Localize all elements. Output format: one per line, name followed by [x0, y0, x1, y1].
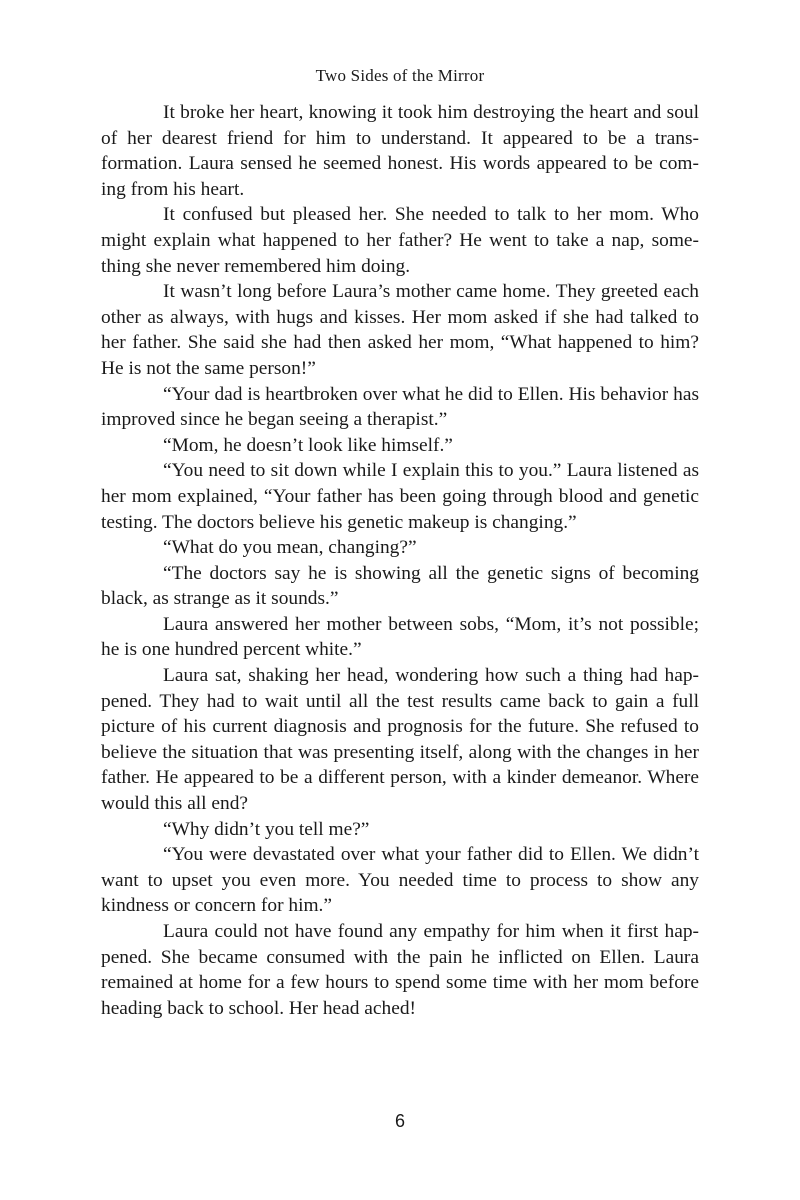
running-title: Two Sides of the Mirror [315, 66, 485, 85]
paragraph: Laura sat, shaking her head, wondering how such a thing had happened. They had to wait until all the test results came back to gain a full picture of his current diagnosis and prognosis for the future. She refused to believe the situation that was presenting itself, along with the changes in her father. He appeared to be a different person, with a kinder demeanor. Where would this all end? [101, 665, 699, 815]
paragraph: “Mom, he doesn’t look like himself.” [163, 434, 453, 456]
body-text [101, 100, 699, 1021]
paragraph: It wasn’t long before Laura’s mother came home. They greeted each other as always, with hugs and kisses. Her mom asked if she had talked to her father. She said she had then asked her mom, “What happened to him? He is not the same person!” [101, 281, 699, 379]
paragraph: “You need to sit down while I explain this to you.” Laura listened as her mom explained, “Your father has been going through blood and genetic testing. The doctors believe his genetic makeup is changing.” [101, 460, 699, 533]
paragraph: “Your dad is heartbroken over what he did to Ellen. His behavior has improved since he began seeing a therapist.” [101, 383, 699, 431]
paragraph: It broke her heart, knowing it took him destroying the heart and soul of her dearest friend for him to understand. It appeared to be a transformation. Laura sensed he seemed honest. His words appeared to be coming from his heart. [101, 102, 699, 200]
paragraph: “Why didn’t you tell me?” [163, 818, 370, 840]
paragraph: It confused but pleased her. She needed to talk to her mom. Who might explain what happened to her father? He went to take a nap, something she never remembered him doing. [101, 204, 699, 277]
paragraph: Laura could not have found any empathy for him when it first happened. She became consumed with the pain he inflicted on Ellen. Laura remained at home for a few hours to spend some time with her mom before heading back to school. Her head ached! [101, 921, 699, 1019]
paragraph: “The doctors say he is showing all the genetic signs of becoming black, as strange as it sounds.” [101, 562, 699, 610]
paragraph: Laura answered her mother between sobs, “Mom, it’s not possible; he is one hundred percent white.” [101, 613, 699, 661]
paragraph: “You were devastated over what your father did to Ellen. We didn’t want to upset you even more. You needed time to process to show any kindness or concern for him.” [101, 844, 699, 917]
paragraph: “What do you mean, changing?” [163, 537, 417, 559]
page-number: 6 [394, 1111, 405, 1131]
